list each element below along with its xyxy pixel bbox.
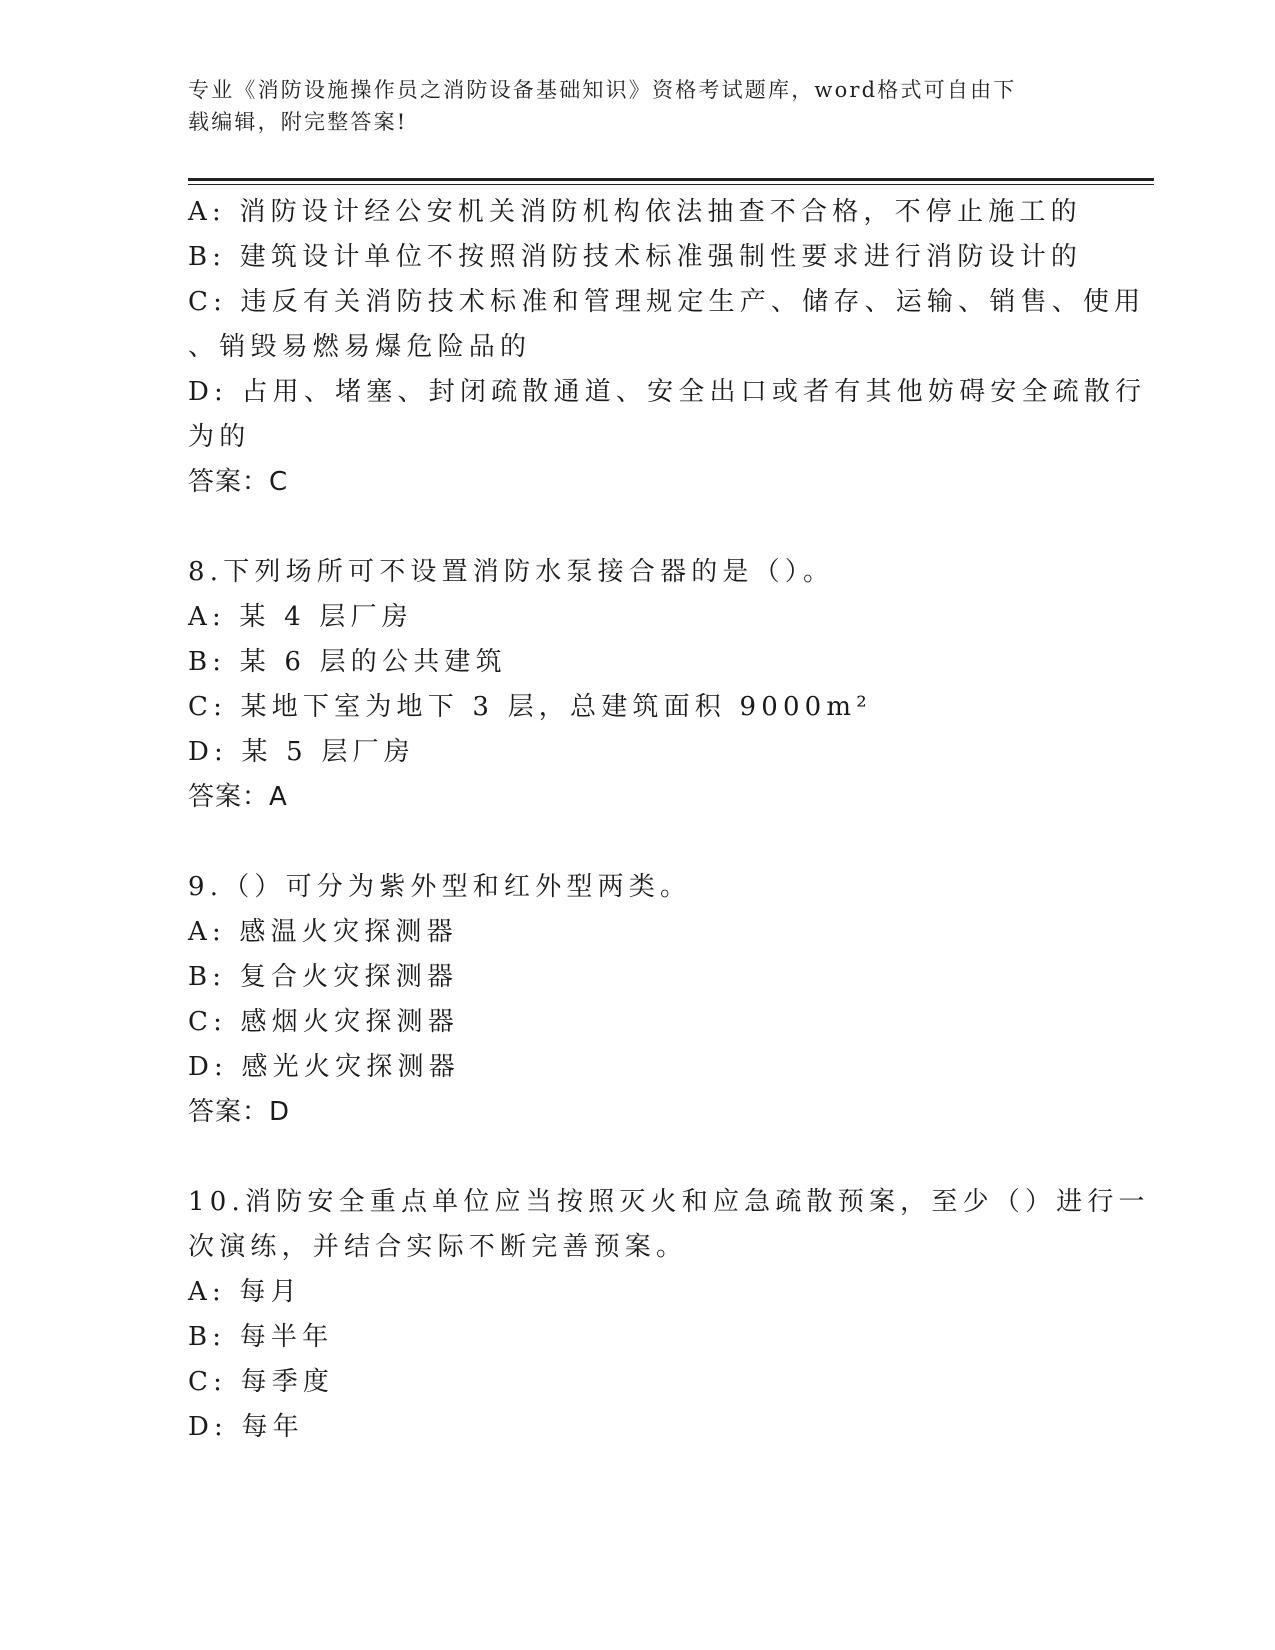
- option-c-continued: 、销毁易燃易爆危险品的: [188, 332, 532, 362]
- answer: 答案：A: [188, 782, 288, 812]
- question-9: [188, 865, 1078, 1135]
- option-b: B: 每半年: [188, 1322, 334, 1352]
- question-7: [188, 190, 1147, 505]
- header-line-2: 载编辑，附完整答案!: [188, 110, 408, 134]
- header-divider-thick: [188, 178, 1154, 181]
- option-b: B: 某 6 层的公共建筑: [188, 647, 507, 677]
- question-stem-continued: 次演练，并结合实际不断完善预案。: [188, 1232, 688, 1262]
- header-divider-thin: [188, 184, 1154, 185]
- question-10: [188, 1180, 1150, 1450]
- answer: 答案：C: [188, 467, 289, 497]
- document-header: [188, 74, 1088, 138]
- option-a: A: 每月: [188, 1277, 302, 1307]
- option-b: B: 复合火灾探测器: [188, 962, 459, 992]
- question-stem: 10.消防安全重点单位应当按照灭火和应急疏散预案，至少（）进行一: [188, 1187, 1150, 1217]
- option-c: C: 每季度: [188, 1367, 335, 1397]
- option-b: B: 建筑设计单位不按照消防技术标准强制性要求进行消防设计的: [188, 242, 1083, 272]
- question-list: [188, 190, 1150, 1450]
- option-a: A: 某 4 层厂房: [188, 602, 413, 632]
- option-d: D: 占用、堵塞、封闭疏散通道、安全出口或者有其他妨碍安全疏散行: [188, 377, 1147, 407]
- option-c: C: 某地下室为地下 3 层，总建筑面积 9000m²: [188, 692, 872, 722]
- option-d-continued: 为的: [188, 422, 251, 452]
- answer: 答案：D: [188, 1097, 291, 1127]
- question-8: [188, 550, 1078, 820]
- option-c: C: 感烟火灾探测器: [188, 1007, 459, 1037]
- option-d: D: 某 5 层厂房: [188, 737, 415, 767]
- header-line-1: 专业《消防设施操作员之消防设备基础知识》资格考试题库，word格式可自由下: [188, 78, 1017, 102]
- option-d: D: 感光火灾探测器: [188, 1052, 460, 1082]
- option-a: A: 消防设计经公安机关消防机构依法抽查不合格，不停止施工的: [188, 197, 1082, 227]
- question-stem: 9.（）可分为紫外型和红外型两类。: [188, 872, 692, 902]
- option-c: C: 违反有关消防技术标准和管理规定生产、储存、运输、销售、使用: [188, 287, 1146, 317]
- option-a: A: 感温火灾探测器: [188, 917, 458, 947]
- question-stem: 8.下列场所可不设置消防水泵接合器的是（）。: [188, 557, 835, 587]
- option-d: D: 每年: [188, 1412, 304, 1442]
